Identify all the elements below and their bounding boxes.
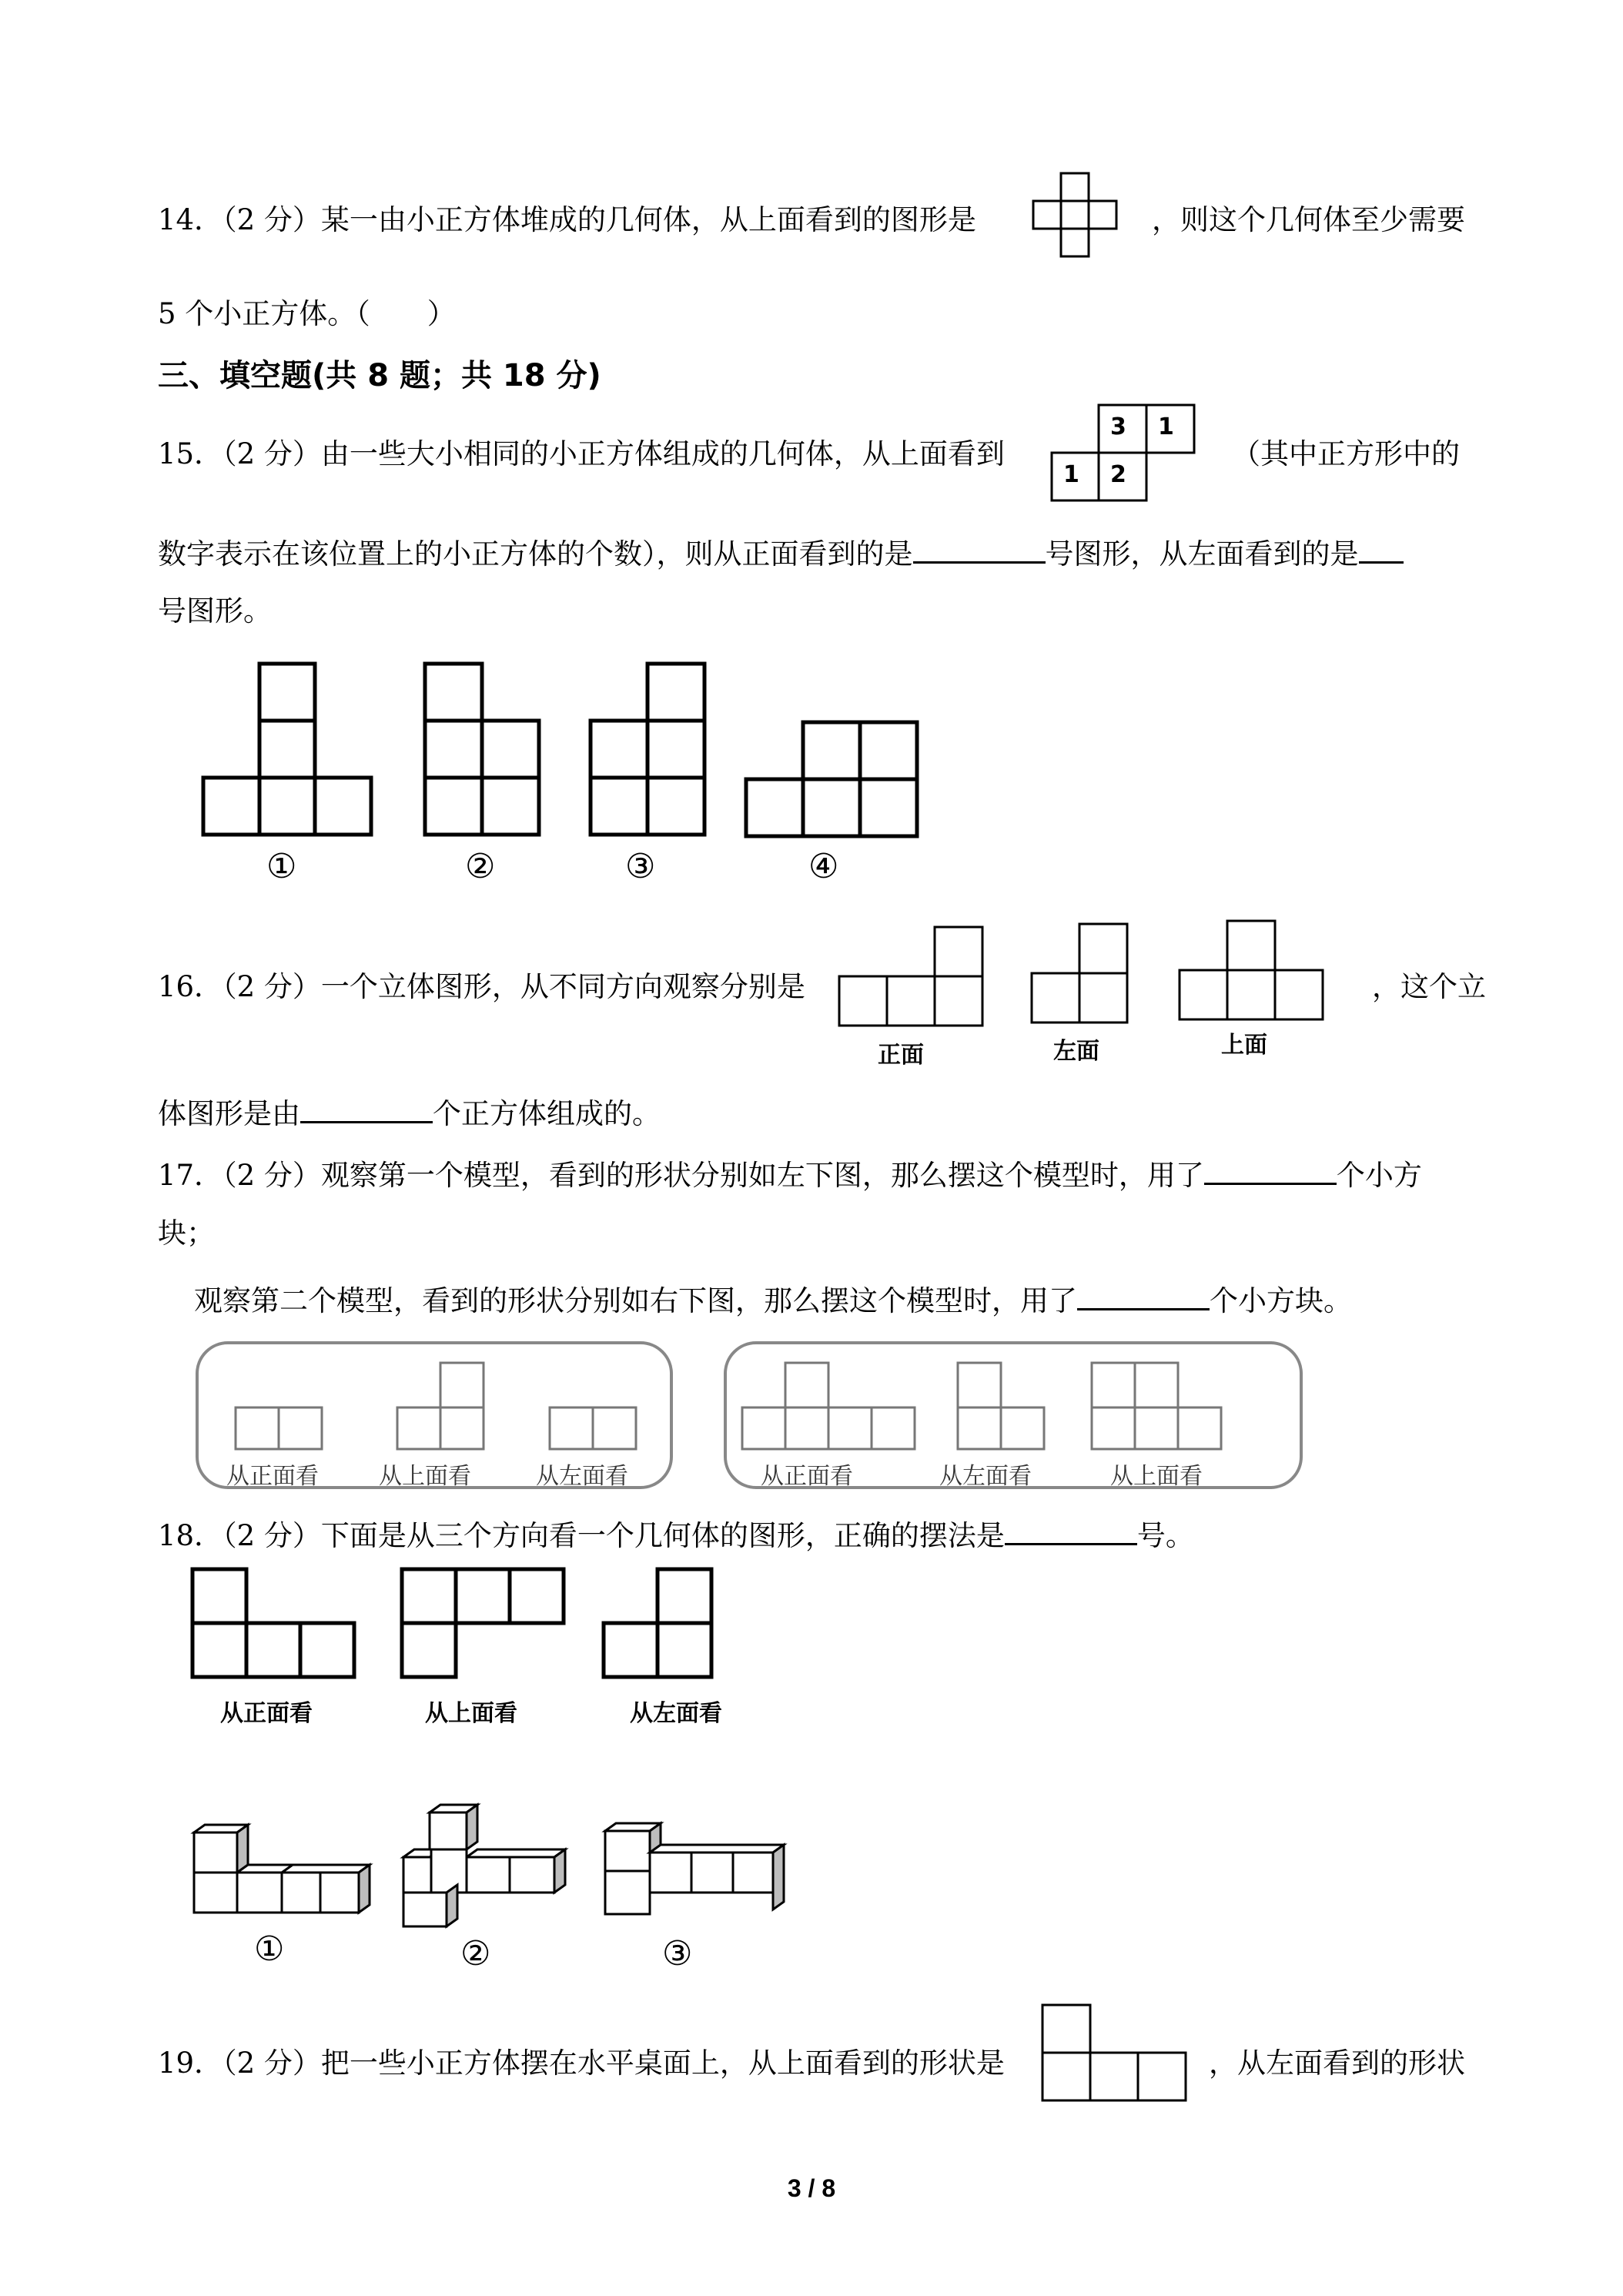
q15-option-3-label: ③ — [625, 847, 656, 886]
q15-grid-number-1-top: 1 — [1158, 413, 1174, 440]
q15-option-2-figure — [422, 661, 545, 839]
q18-front-view-figure — [189, 1566, 360, 1682]
q18-option-3-figure — [602, 1820, 787, 1925]
q18-answer-blank[interactable] — [1005, 1515, 1137, 1545]
q15-line2 — [158, 534, 1404, 573]
q17-panel-1-label-left: 从左面看 — [536, 1463, 628, 1490]
q16-left-view-figure — [1029, 921, 1135, 1026]
q15-option-4-label: ④ — [808, 847, 839, 886]
q19-top-view-figure — [1039, 2002, 1189, 2107]
q17-model-1-answer-blank[interactable] — [1204, 1155, 1337, 1185]
q18-front-view-label: 从正面看 — [220, 1700, 313, 1727]
q16-left-view-label: 左面 — [1053, 1038, 1099, 1065]
q18-line1-text-b: 号。 — [1136, 1519, 1194, 1552]
q17-line2-text: 块； — [158, 1217, 215, 1250]
q18-option-2-figure — [400, 1802, 570, 1931]
q16-line2 — [158, 1093, 661, 1133]
q17-panel-1-label-front: 从正面看 — [226, 1463, 319, 1490]
q18-option-3-label: ③ — [662, 1934, 693, 1973]
q15-line3-text: 号图形。 — [158, 594, 272, 628]
q15-line1-text-b: （其中正方形中的 — [1232, 437, 1460, 470]
q15-option-2-label: ② — [465, 847, 496, 886]
q16-line1-text-a: 16．（2 分）一个立体图形，从不同方向观察分别是 — [158, 970, 805, 1003]
q14-line1-text-a: 14．（2 分）某一由小正方体堆成的几何体，从上面看到的图形是 — [158, 203, 976, 236]
q17-line3-text-b: 个小方块。 — [1210, 1284, 1352, 1317]
q15-grid-number-3: 3 — [1110, 413, 1126, 440]
q17-panel-2-label-front: 从正面看 — [761, 1463, 853, 1490]
q16-top-view-figure — [1176, 918, 1330, 1022]
q17-panel-2-label-left: 从左面看 — [939, 1463, 1032, 1490]
q15-left-view-answer-blank[interactable] — [1359, 534, 1404, 564]
q16-line2-text-b: 个正方体组成的。 — [433, 1097, 661, 1130]
q16-top-view-label: 上面 — [1221, 1032, 1267, 1059]
q15-grid-number-1-bottom: 1 — [1063, 461, 1079, 488]
q14-line1-text-b: ，则这个几何体至少需要 — [1152, 203, 1465, 236]
q16-line2-text-a: 体图形是由 — [158, 1097, 300, 1130]
q15-option-3-figure — [587, 661, 712, 839]
q14-line2-text: 5 个小正方体。（ ） — [158, 297, 456, 330]
q17-line3-text-a: 观察第二个模型，看到的形状分别如右下图，那么摆这个模型时，用了 — [194, 1284, 1077, 1317]
q15-line2-text-b: 号图形，从左面看到的是 — [1045, 537, 1359, 571]
q16-line1-text-b: ，这个立 — [1372, 970, 1486, 1003]
q14-top-view-figure — [1030, 171, 1121, 262]
q17-model-2-answer-blank[interactable] — [1077, 1280, 1210, 1310]
q15-option-1-figure — [200, 661, 377, 839]
q17-line1-text-a: 17．（2 分）观察第一个模型，看到的形状分别如左下图，那么摆这个模型时，用了 — [158, 1159, 1204, 1192]
section-3-heading: 三、填空题(共 8 题；共 18 分) — [158, 358, 601, 393]
q15-option-4-figure — [743, 719, 922, 839]
q18-option-2-label: ② — [460, 1934, 491, 1973]
q18-option-1-label: ① — [254, 1930, 285, 1969]
page-number: 3 / 8 — [787, 2174, 836, 2202]
q19-line1-text-a: 19．（2 分）把一些小正方体摆在水平桌面上，从上面看到的形状是 — [158, 2047, 1005, 2080]
q18-top-view-figure — [399, 1566, 570, 1682]
q18-top-view-label: 从上面看 — [425, 1700, 517, 1727]
q15-line1-text-a: 15．（2 分）由一些大小相同的小正方体组成的几何体，从上面看到 — [158, 437, 1005, 470]
q17-panel-1-label-top: 从上面看 — [379, 1463, 471, 1490]
q18-line1 — [158, 1515, 1194, 1555]
q15-grid-number-2: 2 — [1110, 461, 1126, 488]
q16-front-view-label: 正面 — [878, 1042, 924, 1069]
q17-line1 — [158, 1155, 1422, 1194]
q18-left-view-figure — [601, 1566, 718, 1682]
q18-option-1-figure — [189, 1822, 374, 1922]
q18-line1-text-a: 18．（2 分）下面是从三个方向看一个几何体的图形，正确的摆法是 — [158, 1519, 1005, 1552]
q17-panel-2-label-top: 从上面看 — [1110, 1463, 1203, 1490]
q17-line3 — [194, 1280, 1352, 1320]
q15-front-view-answer-blank[interactable] — [913, 534, 1046, 564]
q16-front-view-figure — [836, 924, 990, 1029]
q17-line1-text-b: 个小方 — [1336, 1159, 1422, 1192]
q16-answer-blank[interactable] — [300, 1093, 433, 1123]
q18-left-view-label: 从左面看 — [630, 1700, 722, 1727]
q15-option-1-label: ① — [266, 847, 297, 886]
q19-line1-text-b: ，从左面看到的形状 — [1209, 2047, 1465, 2080]
q15-line2-text-a: 数字表示在该位置上的小正方体的个数），则从正面看到的是 — [158, 537, 913, 571]
